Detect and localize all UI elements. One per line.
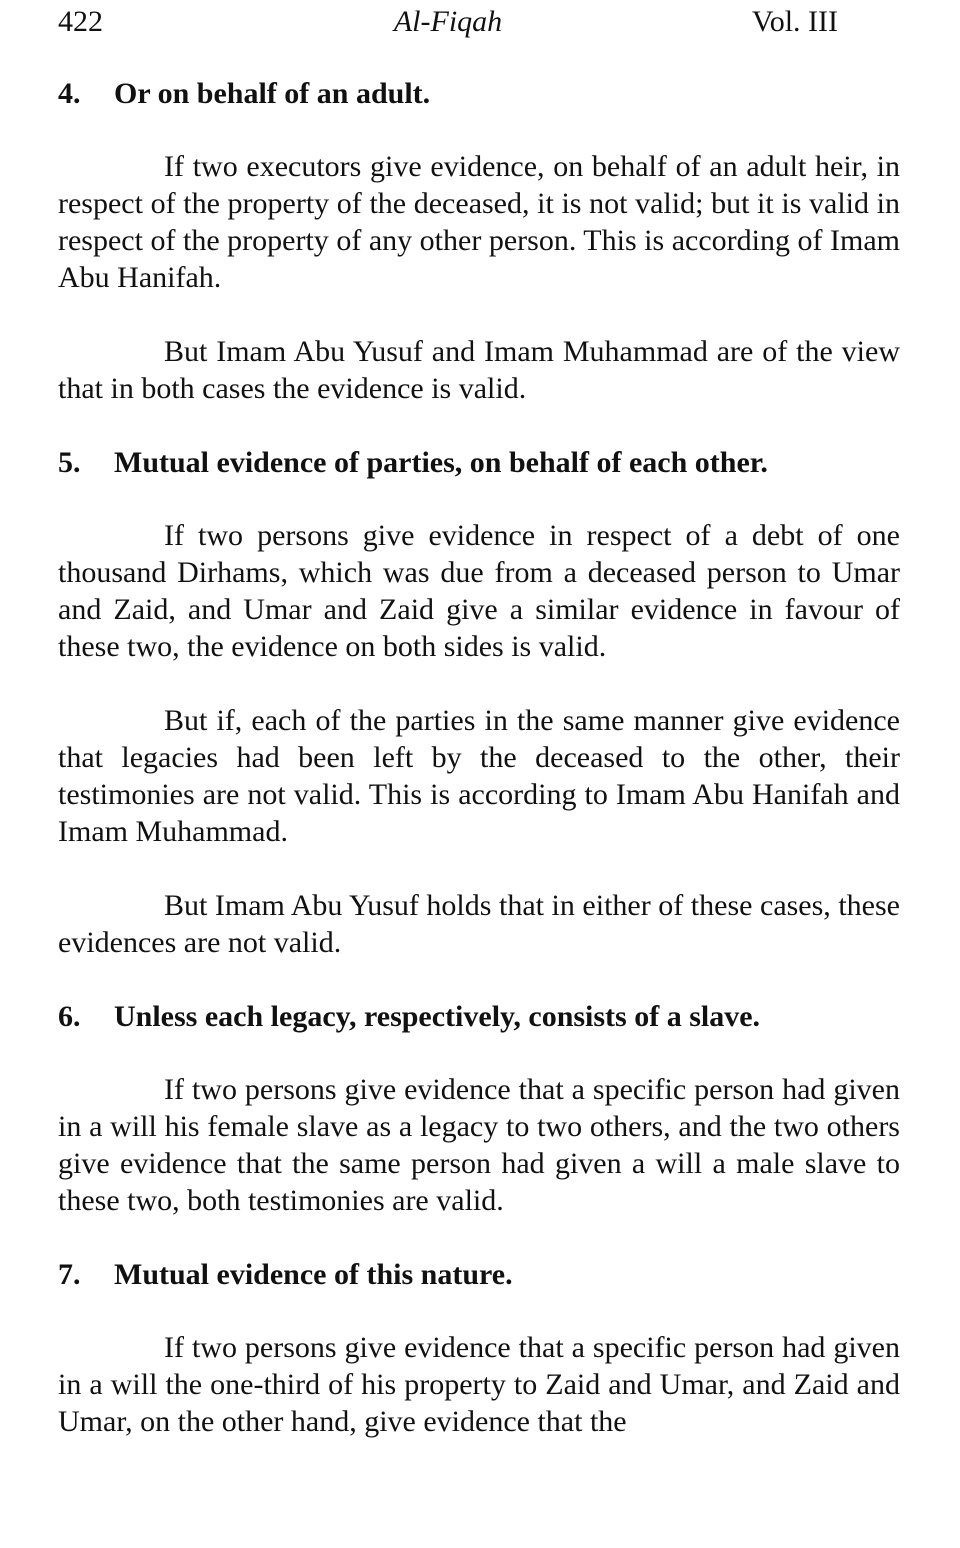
page-number: 422 bbox=[58, 5, 103, 38]
paragraph: But if, each of the parties in the same manner give evidence that legacies had been left by the deceased to the other, their testimonies are not valid. This is according to Imam Abu Hanifah and Imam Muhammad. bbox=[58, 704, 900, 848]
section-title: Unless each legacy, respectively, consists of a slave. bbox=[114, 1000, 761, 1033]
section-heading-7 bbox=[58, 1256, 900, 1293]
section-title: Mutual evidence of this nature. bbox=[114, 1258, 513, 1291]
paragraph: If two persons give evidence in respect of a debt of one thousand Dirhams, which was due from a deceased person to Umar and Zaid, and Umar and Zaid give a similar evidence in favour of these two, the evidence on both sides is valid. bbox=[58, 519, 900, 663]
paragraph: But Imam Abu Yusuf holds that in either of these cases, these evidences are not valid. bbox=[58, 889, 900, 959]
paragraph: If two executors give evidence, on behalf of an adult heir, in respect of the property of the deceased, it is not valid; but it is valid in respect of the property of any other person. This is according of Imam Abu Hanifah. bbox=[58, 150, 900, 294]
section-title: Mutual evidence of parties, on behalf of each other. bbox=[114, 446, 768, 479]
section-heading-6 bbox=[58, 998, 900, 1035]
page-header bbox=[58, 2, 838, 42]
section-heading-4 bbox=[58, 75, 900, 112]
page-body bbox=[58, 75, 900, 1440]
section-number: 7. bbox=[58, 1258, 81, 1291]
paragraph: If two persons give evidence that a specific person had given in a will his female slave as a legacy to two others, and the two others give evidence that the same person had given a will a male slave to these two, both testimonies are valid. bbox=[58, 1073, 900, 1217]
book-title: Al-Fiqah bbox=[393, 5, 503, 38]
paragraph: But Imam Abu Yusuf and Imam Muhammad are of the view that in both cases the evidence is valid. bbox=[58, 335, 900, 405]
section-number: 4. bbox=[58, 77, 81, 110]
paragraph: If two persons give evidence that a specific person had given in a will the one-third of his property to Zaid and Umar, and Zaid and Umar, on the other hand, give evidence that the bbox=[58, 1331, 900, 1438]
section-title: Or on behalf of an adult. bbox=[114, 77, 431, 110]
section-heading-5 bbox=[58, 444, 900, 481]
volume-label: Vol. III bbox=[751, 5, 838, 38]
section-number: 5. bbox=[58, 446, 81, 479]
section-number: 6. bbox=[58, 1000, 81, 1033]
